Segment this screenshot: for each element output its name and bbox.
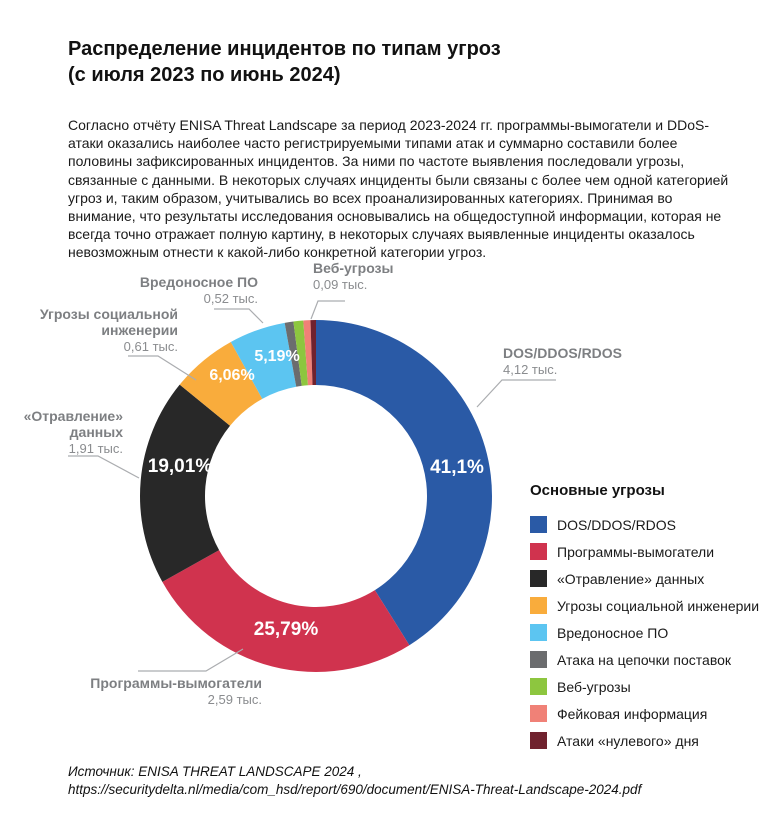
leader-line-ransom — [138, 649, 243, 671]
callout-malware — [60, 274, 258, 306]
legend-item-fake-information — [530, 700, 765, 727]
callout-malware-label: Вредоносное ПО — [139, 274, 258, 290]
legend-label-data-poisoning: «Отравление» данных — [557, 570, 705, 587]
callout-data-poisoning-label: «Отравление» данных — [23, 408, 123, 440]
legend-swatch-data-poisoning — [530, 570, 547, 587]
slice-percent-poison: 19,01% — [147, 456, 213, 477]
legend-swatch-zero-day — [530, 732, 547, 749]
legend-label-malware: Вредоносное ПО — [557, 624, 669, 641]
legend-item-web-threats — [530, 673, 765, 700]
title-line-2: (с июля 2023 по июнь 2024) — [68, 64, 341, 86]
legend-item-dos — [530, 511, 765, 538]
legend-label-dos: DOS/DDOS/RDOS — [557, 516, 677, 533]
legend-label-supply-chain: Атака на цепочки поставок — [557, 651, 732, 668]
legend-label-ransomware: Программы-вымогатели — [557, 543, 715, 560]
intro-paragraph: Согласно отчёту ENISA Threat Landscape за период 2023-2024 гг. программы-вымогатели и DDoS-атаки оказались наиболее часто регистрируемыми типами атак и суммарно составили более половины зафиксированных инцидентов. За ними по частоте выявления последовали угрозы, связанные с данными. В некоторых случаях инциденты были связаны с более чем одной категорией угроз и, таким образом, учитывались во всех проанализированных категориях. Принимая во внимание, что результаты исследования основывались на общедоступной информации, которая не всегда точно отражает полную картину, в некоторых случаях выявленные инциденты оказалось невозможным отнести к какой-либо конкретной категории угроз. — [68, 117, 729, 261]
legend-swatch-supply-chain — [530, 651, 547, 668]
legend-swatch-ransomware — [530, 543, 547, 560]
chart-legend — [530, 482, 765, 754]
legend-label-fake-information: Фейковая информация — [557, 705, 708, 722]
callout-dos-value: 4,12 тыс. — [503, 362, 558, 377]
legend-title: Основные угрозы — [530, 482, 665, 499]
legend-item-social-engineering — [530, 592, 765, 619]
donut-slice — [162, 550, 409, 672]
callout-web-threats-value: 0,09 тыс. — [313, 277, 368, 292]
legend-swatch-social-engineering — [530, 597, 547, 614]
callout-ransomware-value: 2,59 тыс. — [207, 692, 262, 707]
legend-swatch-dos — [530, 516, 547, 533]
slice-percent-social: 6,06% — [209, 367, 255, 384]
legend-item-ransomware — [530, 538, 765, 565]
slice-percent-dos: 41,1% — [430, 457, 484, 478]
callout-data-poisoning — [8, 408, 123, 456]
leader-line-malware — [214, 309, 263, 323]
leader-line-social — [128, 356, 196, 380]
leader-line-dos — [477, 380, 556, 407]
leader-line-poison — [68, 456, 139, 478]
callout-ransomware-label: Программы-вымогатели — [90, 675, 262, 691]
callout-ransomware — [62, 675, 262, 707]
leader-line-web — [311, 301, 345, 319]
legend-swatch-fake-information — [530, 705, 547, 722]
legend-item-malware — [530, 619, 765, 646]
legend-item-supply-chain — [530, 646, 765, 673]
donut-slice — [316, 320, 492, 645]
legend-item-data-poisoning — [530, 565, 765, 592]
legend-label-web-threats: Веб-угрозы — [557, 678, 631, 695]
source-note — [68, 763, 728, 799]
legend-swatch-web-threats — [530, 678, 547, 695]
callout-malware-value: 0,52 тыс. — [203, 291, 258, 306]
callout-social-engineering — [30, 306, 178, 354]
callout-data-poisoning-value: 1,91 тыс. — [68, 441, 123, 456]
legend-label-social-engineering: Угрозы социальной инженерии — [557, 597, 760, 614]
legend-item-zero-day — [530, 727, 765, 754]
title-line-1: Распределение инцидентов по типам угроз — [68, 38, 501, 60]
source-line-1: Источник: ENISA THREAT LANDSCAPE 2024 , — [68, 764, 362, 779]
source-line-2: https://securitydelta.nl/media/com_hsd/report/690/document/ENISA-Threat-Landscape-2024.pdf — [68, 782, 642, 797]
legend-label-zero-day: Атаки «нулевого» дня — [557, 732, 699, 749]
slice-percent-malware: 5,19% — [254, 348, 300, 365]
legend-swatch-malware — [530, 624, 547, 641]
callout-web-threats — [313, 260, 393, 292]
slice-percent-ransom: 25,79% — [253, 619, 319, 640]
callout-dos — [503, 345, 622, 377]
callout-social-engineering-label: Угрозы социальной инженерии — [39, 306, 178, 338]
callout-web-threats-label: Веб-угрозы — [313, 260, 394, 276]
callout-social-engineering-value: 0,61 тыс. — [123, 339, 178, 354]
callout-dos-label: DOS/DDOS/RDOS — [503, 345, 623, 361]
